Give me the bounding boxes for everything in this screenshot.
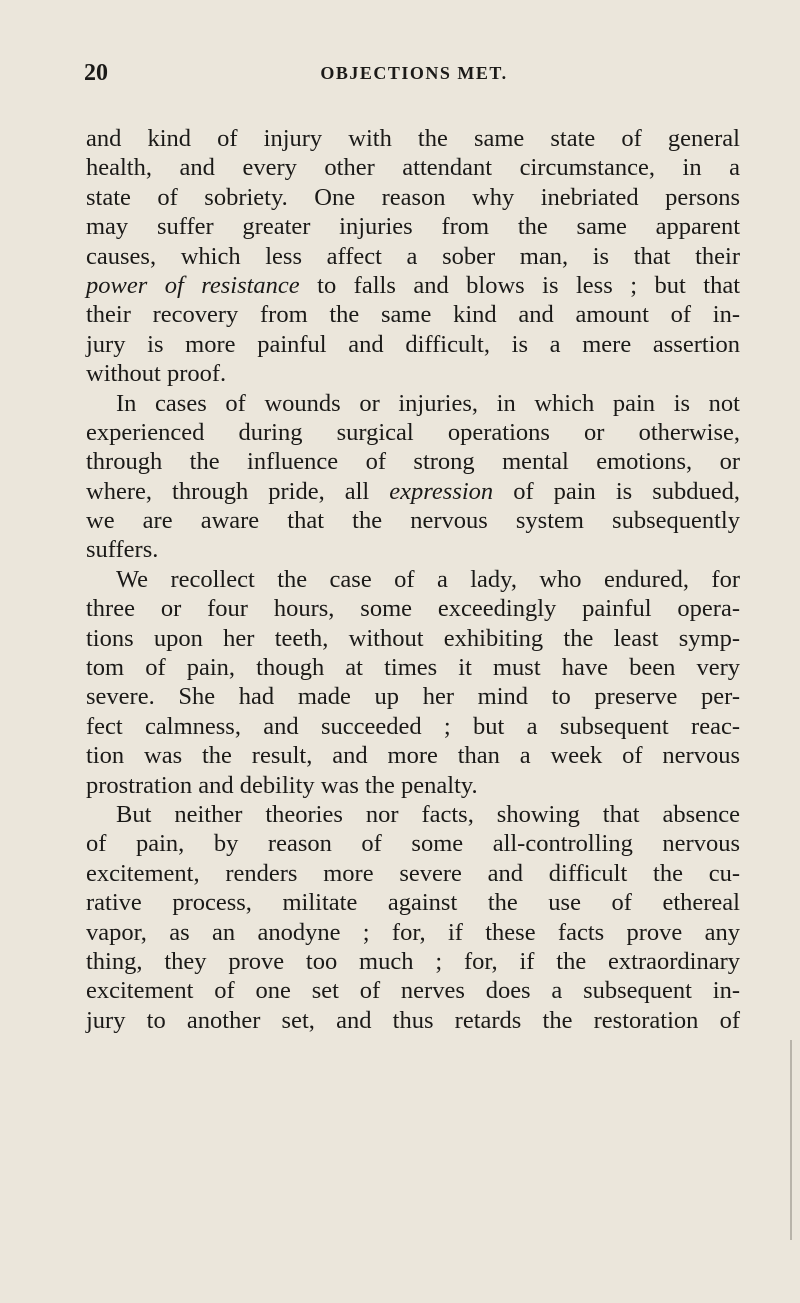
text-line: health, and every other attendant circumstance, in a xyxy=(86,154,740,182)
text-line: their recovery from the same kind and amount of in- xyxy=(86,301,740,329)
page-number: 20 xyxy=(84,60,108,86)
text-line: vapor, as an anodyne ; for, if these facts prove any xyxy=(86,918,740,946)
text-line: and kind of injury with the same state of general xyxy=(86,125,740,152)
text-line: through the influence of strong mental emotions, or xyxy=(86,448,740,476)
text-line: severe. She had made up her mind to preserve per- xyxy=(86,683,740,711)
text-line: prostration and debility was the penalty. xyxy=(86,771,478,799)
text-line: without proof. xyxy=(86,360,227,388)
text-line: jury is more painful and difficult, is a mere assertion xyxy=(86,330,740,358)
text-line: state of sobriety. One reason why inebriated persons xyxy=(86,183,740,211)
text-line: suffers. xyxy=(86,536,159,564)
running-head: OBJECTIONS MET. xyxy=(320,63,508,83)
text-line: power of resistance to falls and blows is less ; but that xyxy=(86,271,740,299)
text-line: we are aware that the nervous system subsequently xyxy=(86,507,740,535)
text-line: where, through pride, all expression of pain is subdued, xyxy=(86,477,740,505)
text-line: rative process, militate against the use of ethereal xyxy=(86,889,740,917)
text-line: thing, they prove too much ; for, if the extraordinary xyxy=(86,947,740,975)
text-line: may suffer greater injuries from the same apparent xyxy=(86,213,740,241)
text-line: three or four hours, some exceedingly painful opera- xyxy=(86,595,740,623)
page-edge-shadow xyxy=(790,1040,792,1240)
text-line: experienced during surgical operations or otherwise, xyxy=(86,418,740,446)
text-line: tion was the result, and more than a week of nervous xyxy=(86,742,740,770)
emphasis: expression xyxy=(389,477,494,505)
text-line: of pain, by reason of some all-controlling nervous xyxy=(86,830,740,858)
page-header xyxy=(84,60,744,90)
body-text xyxy=(86,124,740,1035)
text-line: fect calmness, and succeeded ; but a subsequent reac- xyxy=(86,712,740,740)
text-line: excitement, renders more severe and difficult the cu- xyxy=(86,859,740,887)
text-line: We recollect the case of a lady, who endured, for xyxy=(116,565,740,593)
text-line: tions upon her teeth, without exhibiting the least symp- xyxy=(86,624,740,652)
text-line: causes, which less affect a sober man, is that their xyxy=(86,242,740,270)
text-line: In cases of wounds or injuries, in which pain is not xyxy=(116,389,740,417)
text-line: But neither theories nor facts, showing that absence xyxy=(116,800,740,828)
text-line: tom of pain, though at times it must have been very xyxy=(86,654,740,682)
text-line: jury to another set, and thus retards the restoration of xyxy=(86,1006,740,1034)
emphasis: power of resistance xyxy=(86,271,300,299)
text-line: excitement of one set of nerves does a subsequent in- xyxy=(86,977,740,1005)
